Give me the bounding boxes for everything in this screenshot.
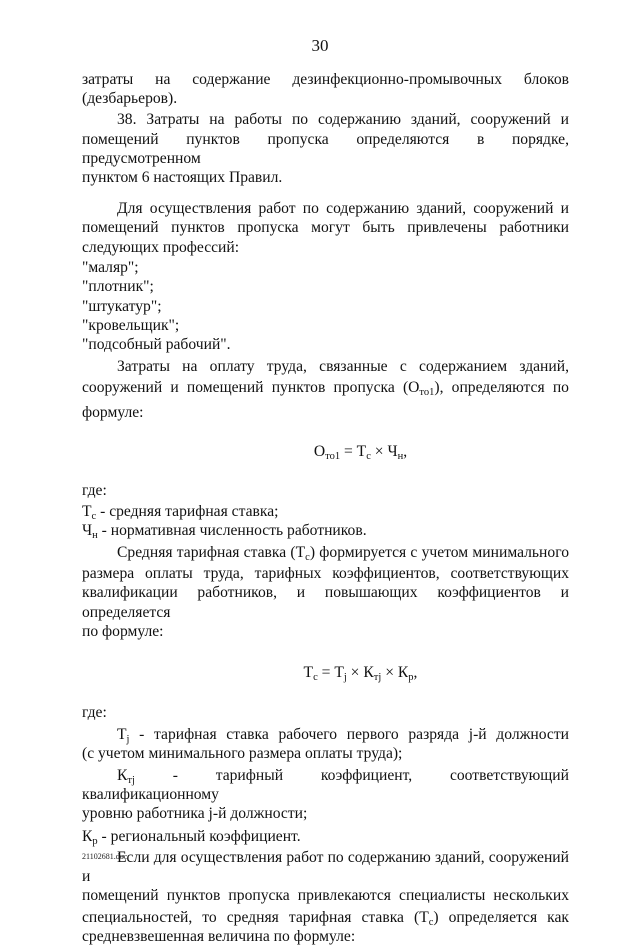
subscript: с	[313, 671, 318, 683]
footer-filename: 21102681.doc	[82, 852, 128, 861]
text-line: Если для осуществления работ по содержанию зданий, сооружений и	[82, 848, 569, 886]
text-line: (дезбарьеров).	[82, 90, 178, 108]
formula-symbol: = Т	[317, 663, 344, 681]
formula-symbol: × К	[346, 663, 374, 681]
text-line: затраты на содержание дезинфекционно-промывочных блоков	[82, 71, 569, 88]
formula-symbol: О	[313, 443, 326, 461]
definition-text: - региональный коэффициент.	[97, 827, 301, 845]
text-line: следующих профессий:	[82, 238, 240, 256]
text-fragment: Средняя тарифная ставка (Т	[117, 543, 306, 561]
subscript: тj	[127, 774, 135, 786]
text-line: квалификации работников, и повышающих коэффициентов и определяется	[82, 584, 569, 621]
text-line: 38. Затраты на работы по содержанию зданий, сооружений и	[117, 111, 569, 129]
subscript: j	[126, 733, 130, 745]
text-line: размера оплаты труда, тарифных коэффициентов, соответствующих	[82, 565, 569, 583]
definitions-2	[82, 703, 569, 846]
formula-symbol: × К	[381, 663, 409, 681]
text-line	[82, 378, 569, 397]
formula-symbol: × Ч	[370, 443, 398, 461]
formula-o-to1	[152, 442, 569, 461]
paragraph-disinfection	[82, 70, 569, 108]
definition-text: - нормативная численность работников.	[97, 522, 367, 540]
subscript: р	[92, 835, 98, 847]
formula-tc	[152, 663, 569, 682]
definition-symbol: Т	[82, 503, 92, 521]
subscript: с	[91, 511, 97, 523]
where-label: где:	[82, 481, 107, 499]
subscript: то1	[325, 451, 341, 463]
text-fragment: специальностей, то средняя тарифная ставка (Т	[82, 908, 429, 926]
text-line: средневзвешенная величина по формуле:	[82, 927, 356, 945]
definition-symbol: Т	[117, 725, 127, 743]
professions-list	[82, 258, 569, 355]
definition-ktj	[82, 766, 569, 804]
list-item: "штукатур";	[82, 297, 162, 315]
text-line	[82, 908, 569, 927]
formula-symbol: = Т	[340, 443, 367, 461]
formula-symbol: Т	[303, 663, 314, 681]
definition-chn	[82, 521, 569, 540]
text-fragment: ) определяется как	[433, 908, 569, 926]
text-line: помещений пунктов пропуска могут быть привлечены работники	[82, 219, 569, 237]
paragraph-avg-rate	[82, 543, 569, 641]
text-line: пунктом 6 настоящих Правил.	[82, 169, 283, 187]
text-line: по формуле:	[82, 622, 164, 640]
text-line: Затраты на оплату труда, связанные с содержанием зданий,	[117, 357, 569, 375]
definition-tc	[82, 502, 569, 521]
definition-symbol: К	[117, 766, 128, 784]
definition-text: - средняя тарифная ставка;	[96, 503, 279, 521]
subscript: н	[397, 451, 404, 463]
list-item: "подсобный рабочий".	[82, 336, 231, 354]
paragraph-labor-costs	[82, 357, 569, 423]
text-fragment: сооружений и помещений пунктов пропуска (О	[82, 379, 420, 397]
text-line: помещений пунктов пропуска привлекаются специалисты нескольких	[82, 887, 569, 905]
definition-symbol: К	[82, 827, 93, 845]
list-item: "кровельщик";	[82, 317, 180, 335]
text-fragment: ) формируется с учетом минимального	[309, 543, 569, 561]
subscript: то1	[419, 387, 435, 399]
paragraph-professions	[82, 199, 569, 257]
formula-symbol: ,	[413, 663, 418, 681]
subscript: тj	[373, 671, 382, 683]
subscript: с	[428, 916, 434, 928]
formula-symbol: ,	[403, 443, 408, 461]
subscript: с	[366, 451, 371, 463]
definition-text: - тарифная ставка рабочего первого разряда j-й должности	[129, 725, 569, 743]
text-line: уровню работника j-й должности;	[82, 805, 308, 823]
text-line: (с учетом минимального размера оплаты труда);	[82, 744, 403, 762]
definition-text: - тарифный коэффициент, соответствующий квалификационному	[82, 766, 569, 804]
definitions-1	[82, 481, 569, 541]
text-line: формуле:	[82, 404, 144, 422]
list-item: "маляр";	[82, 258, 139, 276]
definition-kp	[82, 827, 569, 846]
definition-symbol: Ч	[82, 522, 93, 540]
subscript: н	[92, 530, 98, 542]
document-body	[82, 70, 569, 946]
subscript: р	[408, 671, 414, 683]
text-line: помещений пунктов пропуска определяются в порядке, предусмотренном	[82, 130, 569, 167]
where-label: где:	[82, 704, 107, 722]
text-line	[82, 543, 569, 562]
definition-tj	[82, 725, 569, 744]
text-fragment: ), определяются по	[434, 379, 569, 397]
paragraph-38	[82, 110, 569, 187]
list-item: "плотник";	[82, 278, 154, 296]
text-line: Для осуществления работ по содержанию зданий, сооружений и	[117, 200, 569, 218]
subscript: с	[305, 551, 310, 563]
page-number: 30	[311, 36, 329, 55]
subscript: j	[343, 671, 347, 683]
paragraph-weighted	[82, 848, 569, 946]
